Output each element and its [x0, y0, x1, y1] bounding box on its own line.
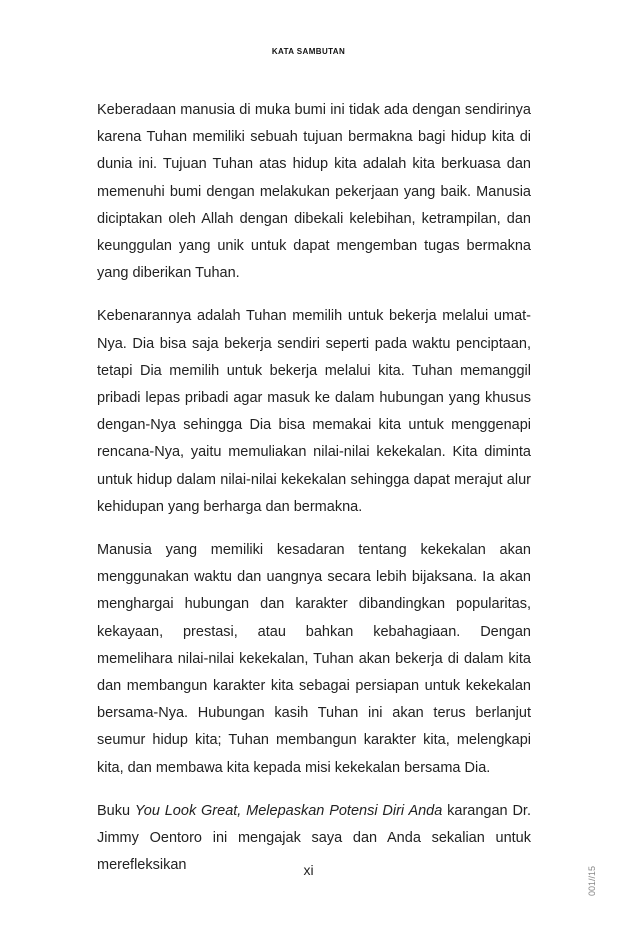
- paragraph-3: Manusia yang memiliki kesadaran tentang kekekalan akan menggunakan waktu dan uangnya secara lebih bijaksana. Ia akan menghargai hubungan dan karakter dibandingkan popularitas, kekayaan, prestasi, atau bahkan kebahagiaan. Dengan memelihara nilai-nilai kekekalan, Tuhan akan bekerja di dalam kita dan membangun karakter kita sebagai persiapan untuk kekekalan bersama-Nya. Hubungan kasih Tuhan ini akan terus berlanjut seumur hidup kita; Tuhan membangun karakter kita, melengkapi kita, dan membawa kita kepada misi kekekalan bersama Dia.: [97, 542, 531, 776]
- page-number: xi: [303, 862, 314, 878]
- body-text: [97, 97, 531, 895]
- paragraph-1: Keberadaan manusia di muka bumi ini tidak ada dengan sendirinya karena Tuhan memiliki sebuah tujuan bermakna bagi hidup kita di dunia ini. Tujuan Tuhan atas hidup kita adalah kita berkuasa dan memenuhi bumi dengan melakukan pekerjaan yang baik. Manusia diciptakan oleh Allah dengan dibekali kelebihan, ketrampilan, dan keunggulan yang unik untuk dapat mengemban tugas bermakna yang diberikan Tuhan.: [97, 102, 531, 282]
- paragraph-2: Kebenarannya adalah Tuhan memilih untuk bekerja melalui umat-Nya. Dia bisa saja bekerja sendiri seperti pada waktu penciptaan, tetapi Dia memilih untuk bekerja melalui kita. Tuhan memanggil pribadi lepas pribadi agar masuk ke dalam hubungan yang khusus dengan-Nya sehingga Dia bisa memakai kita untuk menggenapi rencana-Nya, yaitu memuliakan nilai-nilai kekekalan. Kita diminta untuk hidup dalam nilai-nilai kekekalan sehingga dapat merajut alur kehidupan yang berharga dan bermakna.: [97, 308, 531, 515]
- side-code: 001//15: [587, 865, 597, 896]
- book-title: You Look Great, Melepaskan Potensi Diri Anda: [134, 802, 443, 819]
- paragraph-4-suffix: karangan Dr. Jimmy Oentoro ini mengajak saya dan Anda sekalian untuk merefleksikan: [97, 802, 531, 874]
- running-header: KATA SAMBUTAN: [271, 47, 346, 56]
- paragraph-4-prefix: Buku: [97, 802, 135, 819]
